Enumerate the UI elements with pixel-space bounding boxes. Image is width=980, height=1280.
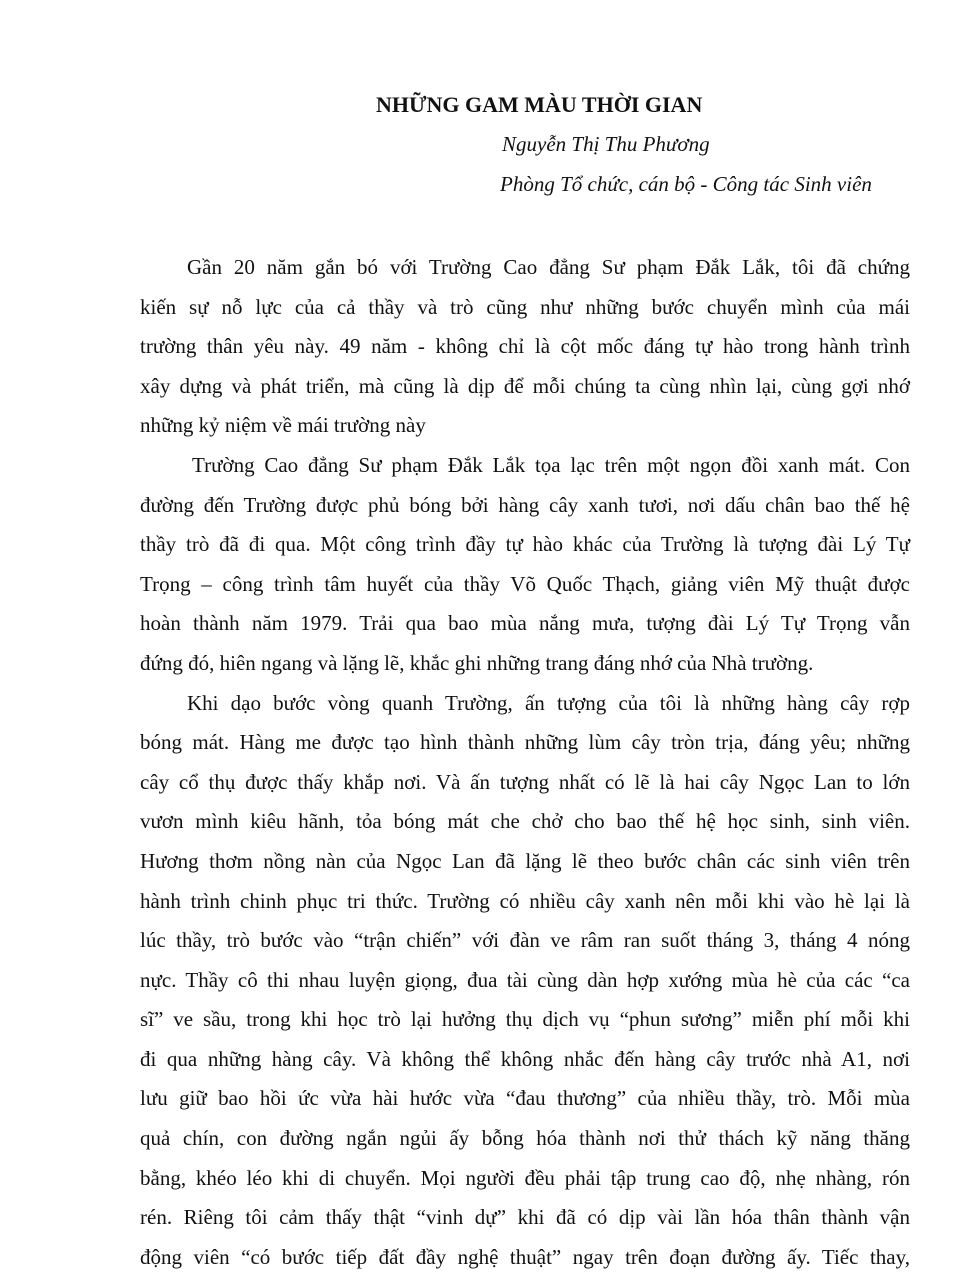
- author-name: Nguyễn Thị Thu Phương: [502, 132, 710, 156]
- text-line: trường thân yêu này. 49 năm - không chỉ là cột mốc đáng tự hào trong hành trình: [140, 334, 910, 359]
- text-line: vươn mình kiêu hãnh, tỏa bóng mát che chở cho bao thế hệ học sinh, sinh viên.: [140, 809, 910, 834]
- text-line: Gần 20 năm gắn bó với Trường Cao đẳng Sư phạm Đắk Lắk, tôi đã chứng: [187, 255, 910, 279]
- text-line: sĩ” ve sầu, trong khi học trò lại hưởng thụ dịch vụ “phun sương” miễn phí mỗi khi: [140, 1007, 910, 1032]
- text-line: Trường Cao đẳng Sư phạm Đắk Lắk tọa lạc trên một ngọn đồi xanh mát. Con: [192, 452, 910, 477]
- text-line: cây cổ thụ được thấy khắp nơi. Và ấn tượng nhất có lẽ là hai cây Ngọc Lan to lớn: [140, 769, 910, 794]
- article-body: [140, 248, 910, 1277]
- text-line: nực. Thầy cô thi nhau luyện giọng, đua tài cùng dàn hợp xướng mùa hè của các “ca: [140, 967, 910, 992]
- author-department: Phòng Tổ chức, cán bộ - Công tác Sinh viên: [500, 172, 872, 196]
- text-line: đứng đó, hiên ngang và lặng lẽ, khắc ghi những trang đáng nhớ của Nhà trường.: [140, 650, 814, 675]
- text-line: đi qua những hàng cây. Và không thể không nhắc đến hàng cây trước nhà A1, nơi: [140, 1046, 910, 1071]
- text-line: Khi dạo bước vòng quanh Trường, ấn tượng của tôi là những hàng cây rợp: [187, 690, 910, 715]
- text-line: động viên “có bước tiếp đất đầy nghệ thuật” ngay trên đoạn đường ấy. Tiếc thay,: [140, 1244, 910, 1269]
- text-line: thầy trò đã đi qua. Một công trình đầy tự hào khác của Trường là tượng đài Lý Tự: [140, 532, 910, 557]
- text-line: những kỷ niệm về mái trường này: [140, 413, 426, 438]
- text-line: Trọng – công trình tâm huyết của thầy Võ Quốc Thạch, giảng viên Mỹ thuật được: [140, 571, 910, 596]
- text-line: bóng mát. Hàng me được tạo hình thành những lùm cây tròn trịa, đáng yêu; những: [140, 730, 910, 755]
- text-line: lúc thầy, trò bước vào “trận chiến” với đàn ve râm ran suốt tháng 3, tháng 4 nóng: [140, 928, 910, 953]
- text-line: bằng, khéo léo khi di chuyển. Mọi người đều phải tập trung cao độ, nhẹ nhàng, rón: [140, 1165, 910, 1190]
- text-line: xây dựng và phát triển, mà cũng là dịp để mỗi chúng ta cùng nhìn lại, cùng gợi nhớ: [140, 373, 910, 398]
- article-title: NHỮNG GAM MÀU THỜI GIAN: [376, 92, 703, 117]
- text-line: kiến sự nỗ lực của cả thầy và trò cũng như những bước chuyển mình của mái: [140, 294, 910, 319]
- paragraph-3: [140, 684, 910, 1278]
- paragraph-1: [140, 248, 910, 446]
- text-line: hoàn thành năm 1979. Trải qua bao mùa nắng mưa, tượng đài Lý Tự Trọng vẫn: [140, 611, 910, 636]
- paragraph-2: [140, 446, 910, 684]
- text-line: lưu giữ bao hồi ức vừa hài hước vừa “đau thương” của nhiều thầy, trò. Mỗi mùa: [140, 1086, 910, 1111]
- text-line: quả chín, con đường ngắn ngủi ấy bỗng hóa thành nơi thử thách kỹ năng thăng: [140, 1126, 910, 1151]
- text-line: hành trình chinh phục tri thức. Trường có nhiều cây xanh nên mỗi khi vào hè lại là: [140, 888, 910, 913]
- text-line: rén. Riêng tôi cảm thấy thật “vinh dự” khi đã có dịp vài lần hóa thân thành vận: [140, 1205, 910, 1230]
- text-line: Hương thơm nồng nàn của Ngọc Lan đã lặng lẽ theo bước chân các sinh viên trên: [140, 848, 910, 873]
- text-line: đường đến Trường được phủ bóng bởi hàng cây xanh tươi, nơi dấu chân bao thế hệ: [140, 492, 910, 517]
